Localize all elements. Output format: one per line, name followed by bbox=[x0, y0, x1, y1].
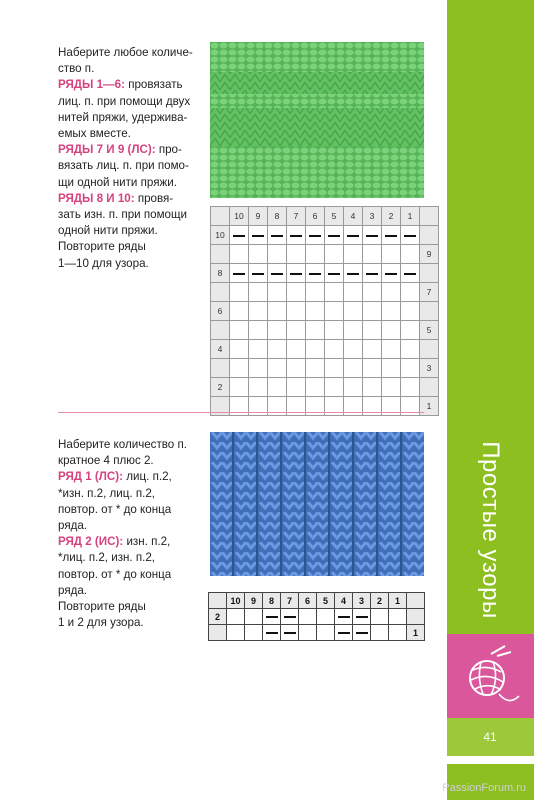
chart-cell bbox=[325, 378, 344, 397]
chart-cell bbox=[249, 226, 268, 245]
chart-row-label bbox=[420, 302, 439, 321]
p1-text: зать изн. п. при помощи bbox=[58, 208, 188, 222]
purl-symbol bbox=[271, 235, 283, 237]
chart-row-label bbox=[420, 378, 439, 397]
p1-text: провязать bbox=[128, 78, 183, 92]
chart-cell bbox=[389, 625, 407, 641]
p1-rows-7-9-label: РЯДЫ 7 И 9 (ЛС): bbox=[58, 143, 156, 157]
pattern2-instructions bbox=[58, 437, 208, 631]
purl-symbol bbox=[347, 273, 359, 275]
chart-cell bbox=[249, 264, 268, 283]
chart-cell bbox=[401, 321, 420, 340]
chart-col-number: 3 bbox=[353, 593, 371, 609]
chart-cell bbox=[230, 264, 249, 283]
chart-cell bbox=[299, 625, 317, 641]
chart-cell bbox=[363, 226, 382, 245]
chart-row-label bbox=[420, 264, 439, 283]
chart-cell bbox=[363, 359, 382, 378]
chart-row-label: 6 bbox=[211, 302, 230, 321]
purl-symbol bbox=[404, 235, 416, 237]
chart-row-label: 1 bbox=[407, 625, 425, 641]
chart-cell bbox=[263, 625, 281, 641]
chart-cell bbox=[227, 625, 245, 641]
chart-row-label bbox=[211, 245, 230, 264]
chart-cell bbox=[268, 321, 287, 340]
chart-cell bbox=[382, 340, 401, 359]
chart-col-number: 7 bbox=[287, 207, 306, 226]
chart-cell bbox=[249, 245, 268, 264]
chart-col-number: 2 bbox=[382, 207, 401, 226]
chart-cell bbox=[287, 321, 306, 340]
purl-symbol bbox=[356, 616, 368, 618]
chart-cell bbox=[325, 226, 344, 245]
chart-cell bbox=[268, 226, 287, 245]
chart-row-label bbox=[211, 359, 230, 378]
purl-symbol bbox=[309, 273, 321, 275]
chart-cell bbox=[382, 264, 401, 283]
p1-text: про- bbox=[158, 143, 182, 157]
p2-row1-label: РЯД 1 (ЛС): bbox=[58, 470, 124, 484]
chart-row-label: 5 bbox=[420, 321, 439, 340]
chart-cell bbox=[306, 245, 325, 264]
chart-cell bbox=[306, 378, 325, 397]
chart-cell bbox=[363, 378, 382, 397]
chart-cell bbox=[363, 264, 382, 283]
chart-cell bbox=[344, 264, 363, 283]
chart-cell bbox=[287, 302, 306, 321]
chart-cell bbox=[306, 340, 325, 359]
chart-cell bbox=[344, 359, 363, 378]
chart-row-label: 10 bbox=[211, 226, 230, 245]
purl-symbol bbox=[271, 273, 283, 275]
chart-cell bbox=[245, 625, 263, 641]
chart-cell bbox=[382, 302, 401, 321]
chart-col-number: 4 bbox=[335, 593, 353, 609]
chart-cell bbox=[401, 302, 420, 321]
chart-row-label: 2 bbox=[211, 378, 230, 397]
chart-cell bbox=[230, 283, 249, 302]
chart-cell bbox=[401, 378, 420, 397]
chart-cell bbox=[325, 245, 344, 264]
chart-corner bbox=[407, 593, 425, 609]
chart-cell bbox=[401, 359, 420, 378]
chart-col-number: 3 bbox=[363, 207, 382, 226]
chart-col-number: 8 bbox=[263, 593, 281, 609]
p1-intro-line: Наберите любое количе- bbox=[58, 46, 193, 59]
purl-symbol bbox=[347, 235, 359, 237]
chart-cell bbox=[230, 226, 249, 245]
chart-cell bbox=[382, 226, 401, 245]
chart-cell bbox=[344, 245, 363, 264]
purl-symbol bbox=[309, 235, 321, 237]
chart-cell bbox=[344, 378, 363, 397]
chart-cell bbox=[382, 321, 401, 340]
p1-text: емых вместе. bbox=[58, 127, 131, 141]
pattern1-chart bbox=[210, 206, 439, 416]
chart-cell bbox=[249, 378, 268, 397]
purl-symbol bbox=[366, 273, 378, 275]
chart-cell bbox=[325, 340, 344, 359]
p1-intro-line: ство п. bbox=[58, 62, 95, 76]
purl-symbol bbox=[404, 273, 416, 275]
chart-cell bbox=[230, 245, 249, 264]
chart-col-number: 10 bbox=[227, 593, 245, 609]
pattern2-chart bbox=[208, 592, 425, 641]
purl-symbol bbox=[266, 616, 278, 618]
section-divider bbox=[58, 412, 424, 413]
p2-text: повтор. от * до конца bbox=[58, 502, 172, 516]
p1-text: лиц. п. при помощи двух bbox=[58, 94, 191, 108]
chart-col-number: 5 bbox=[317, 593, 335, 609]
chart-col-number: 6 bbox=[306, 207, 325, 226]
chart-col-number: 1 bbox=[389, 593, 407, 609]
chart-col-number: 6 bbox=[299, 593, 317, 609]
purl-symbol bbox=[356, 632, 368, 634]
chart-cell bbox=[401, 226, 420, 245]
chart-cell bbox=[299, 609, 317, 625]
p1-text: провя- bbox=[137, 191, 174, 205]
chart-cell bbox=[281, 625, 299, 641]
chart-cell bbox=[306, 264, 325, 283]
chart-cell bbox=[344, 321, 363, 340]
chart-cell bbox=[335, 609, 353, 625]
chart-cell bbox=[382, 245, 401, 264]
chart-col-number: 9 bbox=[245, 593, 263, 609]
chart-col-number: 2 bbox=[371, 593, 389, 609]
chart-row-label: 9 bbox=[420, 245, 439, 264]
chart-corner bbox=[420, 207, 439, 226]
yarn-ball-icon bbox=[447, 634, 534, 718]
p1-text: нитей пряжи, удержива- bbox=[58, 110, 188, 124]
p2-text: *изн. п.2, лиц. п.2, bbox=[58, 486, 156, 500]
chart-cell bbox=[306, 359, 325, 378]
chart-cell bbox=[287, 226, 306, 245]
chart-col-number: 8 bbox=[268, 207, 287, 226]
chart-col-number: 9 bbox=[249, 207, 268, 226]
watermark: PassionForum.ru bbox=[442, 782, 526, 794]
purl-symbol bbox=[233, 235, 245, 237]
chart-cell bbox=[371, 609, 389, 625]
chart-cell bbox=[382, 378, 401, 397]
chart-row-label bbox=[420, 340, 439, 359]
chart-row-label: 8 bbox=[211, 264, 230, 283]
chart-cell bbox=[249, 340, 268, 359]
green-knit-photo bbox=[210, 42, 424, 198]
chart-cell bbox=[401, 264, 420, 283]
chart-row-label bbox=[211, 283, 230, 302]
chart-cell bbox=[230, 340, 249, 359]
p1-rows-8-10-label: РЯДЫ 8 И 10: bbox=[58, 191, 135, 205]
chart-cell bbox=[325, 302, 344, 321]
chart-cell bbox=[401, 245, 420, 264]
chart-cell bbox=[268, 340, 287, 359]
chart-row-label: 1 bbox=[420, 397, 439, 416]
chart-corner bbox=[209, 593, 227, 609]
purl-symbol bbox=[338, 616, 350, 618]
chart-cell bbox=[287, 340, 306, 359]
chart-cell bbox=[306, 226, 325, 245]
chart-cell bbox=[230, 359, 249, 378]
chart-cell bbox=[325, 359, 344, 378]
blue-rib-photo bbox=[210, 432, 424, 576]
p2-intro-line: кратное 4 плюс 2. bbox=[58, 454, 154, 468]
p2-text: ряда. bbox=[58, 583, 88, 597]
p2-text: ряда. bbox=[58, 519, 88, 533]
p2-text: повтор. от * до конца bbox=[58, 567, 172, 581]
chart-cell bbox=[287, 245, 306, 264]
chart-col-number: 1 bbox=[401, 207, 420, 226]
chart-corner bbox=[211, 207, 230, 226]
chart-col-number: 7 bbox=[281, 593, 299, 609]
chart-cell bbox=[268, 378, 287, 397]
chart-row-label bbox=[420, 226, 439, 245]
chart-cell bbox=[363, 283, 382, 302]
chart-cell bbox=[382, 283, 401, 302]
chart-cell bbox=[325, 283, 344, 302]
chart-cell bbox=[287, 378, 306, 397]
p1-rows-1-6-label: РЯДЫ 1—6: bbox=[58, 78, 125, 92]
chart-cell bbox=[268, 359, 287, 378]
chart-cell bbox=[353, 625, 371, 641]
chart-cell bbox=[325, 264, 344, 283]
chart-cell bbox=[306, 321, 325, 340]
chart-cell bbox=[363, 321, 382, 340]
chart-cell bbox=[382, 359, 401, 378]
purl-symbol bbox=[290, 273, 302, 275]
chart-cell bbox=[249, 283, 268, 302]
chart-col-number: 4 bbox=[344, 207, 363, 226]
p2-row2-label: РЯД 2 (ИС): bbox=[58, 535, 124, 549]
chart-cell bbox=[371, 625, 389, 641]
p2-repeat: Повторите ряды bbox=[58, 600, 146, 614]
p2-intro-line: Наберите количество п. bbox=[58, 438, 187, 451]
chart-cell bbox=[287, 283, 306, 302]
purl-symbol bbox=[328, 273, 340, 275]
chart-cell bbox=[353, 609, 371, 625]
chart-cell bbox=[230, 302, 249, 321]
purl-symbol bbox=[233, 273, 245, 275]
band-gap bbox=[447, 756, 534, 764]
chart-cell bbox=[306, 283, 325, 302]
chart-cell bbox=[401, 283, 420, 302]
purl-symbol bbox=[338, 632, 350, 634]
p2-text: лиц. п.2, bbox=[126, 470, 172, 484]
purl-symbol bbox=[284, 616, 296, 618]
chart-cell bbox=[249, 359, 268, 378]
chart-cell bbox=[317, 609, 335, 625]
purl-symbol bbox=[328, 235, 340, 237]
chart-cell bbox=[287, 264, 306, 283]
p2-text: *лиц. п.2, изн. п.2, bbox=[58, 551, 156, 565]
chart-cell bbox=[249, 302, 268, 321]
chart-cell bbox=[401, 340, 420, 359]
purl-symbol bbox=[290, 235, 302, 237]
chart-cell bbox=[268, 245, 287, 264]
chart-cell bbox=[306, 302, 325, 321]
p1-text: вязать лиц. п. при помо- bbox=[58, 159, 189, 173]
purl-symbol bbox=[252, 273, 264, 275]
chart-row-label: 2 bbox=[209, 609, 227, 625]
chart-cell bbox=[230, 378, 249, 397]
chart-cell bbox=[363, 245, 382, 264]
chart-col-number: 5 bbox=[325, 207, 344, 226]
purl-symbol bbox=[385, 235, 397, 237]
p2-text: изн. п.2, bbox=[126, 535, 171, 549]
p1-text: щи одной нити пряжи. bbox=[58, 175, 177, 189]
chart-cell bbox=[335, 625, 353, 641]
chart-cell bbox=[268, 283, 287, 302]
page-number: 41 bbox=[483, 730, 497, 744]
chart-cell bbox=[325, 321, 344, 340]
chart-cell bbox=[245, 609, 263, 625]
purl-symbol bbox=[284, 632, 296, 634]
chart-cell bbox=[344, 226, 363, 245]
chart-cell bbox=[344, 340, 363, 359]
pattern1-instructions bbox=[58, 45, 208, 272]
chart-cell bbox=[363, 302, 382, 321]
purl-symbol bbox=[252, 235, 264, 237]
p1-text: одной нити пряжи. bbox=[58, 224, 158, 238]
yarn-band bbox=[447, 634, 534, 718]
chart-row-label: 3 bbox=[420, 359, 439, 378]
section-title: Простые узоры bbox=[477, 441, 504, 619]
purl-symbol bbox=[366, 235, 378, 237]
chart-cell bbox=[230, 321, 249, 340]
chart-cell bbox=[249, 321, 268, 340]
chart-row-label: 7 bbox=[420, 283, 439, 302]
chart-row-label bbox=[209, 625, 227, 641]
chart-cell bbox=[317, 625, 335, 641]
p1-repeat: 1—10 для узора. bbox=[58, 256, 149, 270]
chart-cell bbox=[287, 359, 306, 378]
chart-cell bbox=[344, 283, 363, 302]
chart-cell bbox=[281, 609, 299, 625]
chart-cell bbox=[227, 609, 245, 625]
chart-cell bbox=[268, 264, 287, 283]
chart-row-label bbox=[211, 321, 230, 340]
purl-symbol bbox=[385, 273, 397, 275]
chart-row-label: 4 bbox=[211, 340, 230, 359]
purl-symbol bbox=[266, 632, 278, 634]
chart-cell bbox=[263, 609, 281, 625]
p1-repeat: Повторите ряды bbox=[58, 240, 146, 254]
chart-cell bbox=[389, 609, 407, 625]
chart-row-label bbox=[407, 609, 425, 625]
chart-cell bbox=[268, 302, 287, 321]
p2-repeat: 1 и 2 для узора. bbox=[58, 616, 144, 630]
chart-col-number: 10 bbox=[230, 207, 249, 226]
chart-cell bbox=[344, 302, 363, 321]
chart-cell bbox=[363, 340, 382, 359]
